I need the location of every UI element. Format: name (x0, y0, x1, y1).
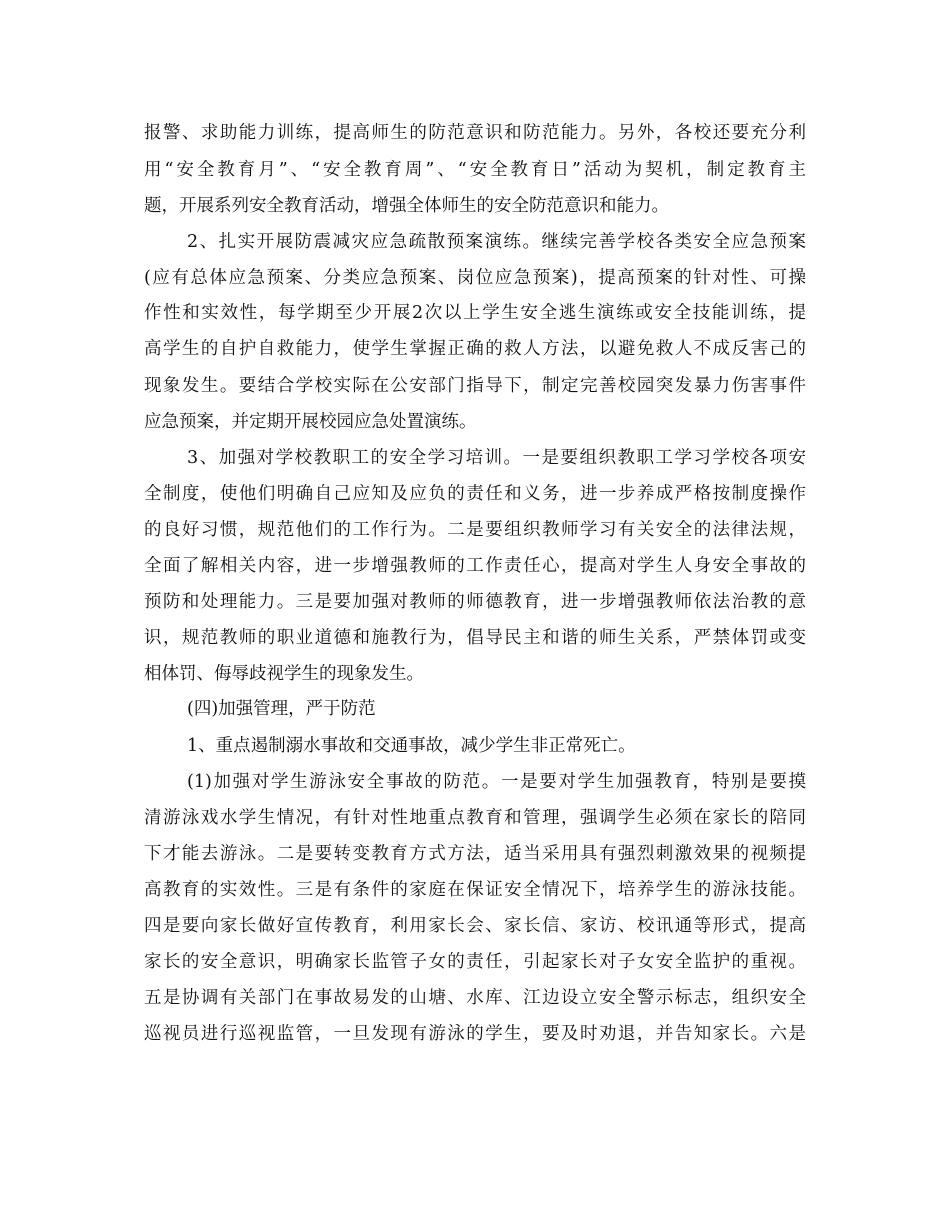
text-line: 识，规范教师的职业道德和施教行为，倡导民主和谐的师生关系，严禁体罚或变 (144, 628, 806, 648)
text-line: 高学生的自护自救能力，使学生掌握正确的救人方法，以避免救人不成反害己的 (144, 339, 806, 359)
text-line: 相体罚、侮辱歧视学生的现象发生。 (144, 664, 424, 684)
paragraph-start-line: 1、重点遏制溺水事故和交通事故，减少学生非正常死亡。 (187, 736, 636, 756)
paragraph-start-line: (1)加强对学生游泳安全事故的防范。一是要对学生加强教育，特别是要摸 (187, 772, 806, 792)
text-line: 全面了解相关内容，进一步增强教师的工作责任心，提高对学生人身安全事故的 (144, 556, 806, 576)
text-line: 作性和实效性，每学期至少开展2次以上学生安全逃生演练或安全技能训练，提 (144, 303, 806, 323)
text-line: (应有总体应急预案、分类应急预案、岗位应急预案)，提高预案的针对性、可操 (144, 268, 806, 288)
text-line: 报警、求助能力训练，提高师生的防范意识和防范能力。另外，各校还要充分利 (144, 123, 806, 143)
text-line: 五是协调有关部门在事故易发的山塘、水库、江边设立安全警示标志，组织安全 (144, 988, 806, 1008)
text-line: 预防和处理能力。三是要加强对教师的师德教育，进一步增强教师依法治教的意 (144, 592, 806, 612)
text-line: 四是要向家长做好宣传教育，利用家长会、家长信、家访、校讯通等形式，提高 (144, 916, 806, 936)
paragraph-start-line: 3、加强对学校教职工的安全学习培训。一是要组织教职工学习学校各项安 (187, 448, 806, 468)
text-line: 家长的安全意识，明确家长监管子女的责任，引起家长对子女安全监护的重视。 (144, 952, 806, 972)
text-line: 下才能去游泳。二是要转变教育方式方法，适当采用具有强烈刺激效果的视频提 (144, 844, 806, 864)
text-line: 清游泳戏水学生情况，有针对性地重点教育和管理，强调学生必须在家长的陪同 (144, 808, 806, 828)
text-line: 高教育的实效性。三是有条件的家庭在保证安全情况下，培养学生的游泳技能。 (144, 880, 806, 900)
text-line: 巡视员进行巡视监管，一旦发现有游泳的学生，要及时劝退，并告知家长。六是 (144, 1024, 806, 1044)
text-line: 的良好习惯，规范他们的工作行为。二是要组织教师学习有关安全的法律法规， (144, 520, 806, 540)
paragraph-start-line: 2、扎实开展防震减灾应急疏散预案演练。继续完善学校各类安全应急预案 (187, 232, 806, 252)
section-heading: (四)加强管理，严于防范 (187, 699, 376, 719)
text-line: 用“安全教育月”、“安全教育周”、“安全教育日”活动为契机，制定教育主 (144, 160, 806, 180)
text-line: 应急预案，并定期开展校园应急处置演练。 (144, 412, 477, 432)
text-line: 全制度，使他们明确自己应知及应负的责任和义务，进一步养成严格按制度操作 (144, 484, 806, 504)
text-line: 题，开展系列安全教育活动，增强全体师生的安全防范意识和能力。 (144, 196, 669, 216)
text-line: 现象发生。要结合学校实际在公安部门指导下，制定完善校园突发暴力伤害事件 (144, 376, 806, 396)
